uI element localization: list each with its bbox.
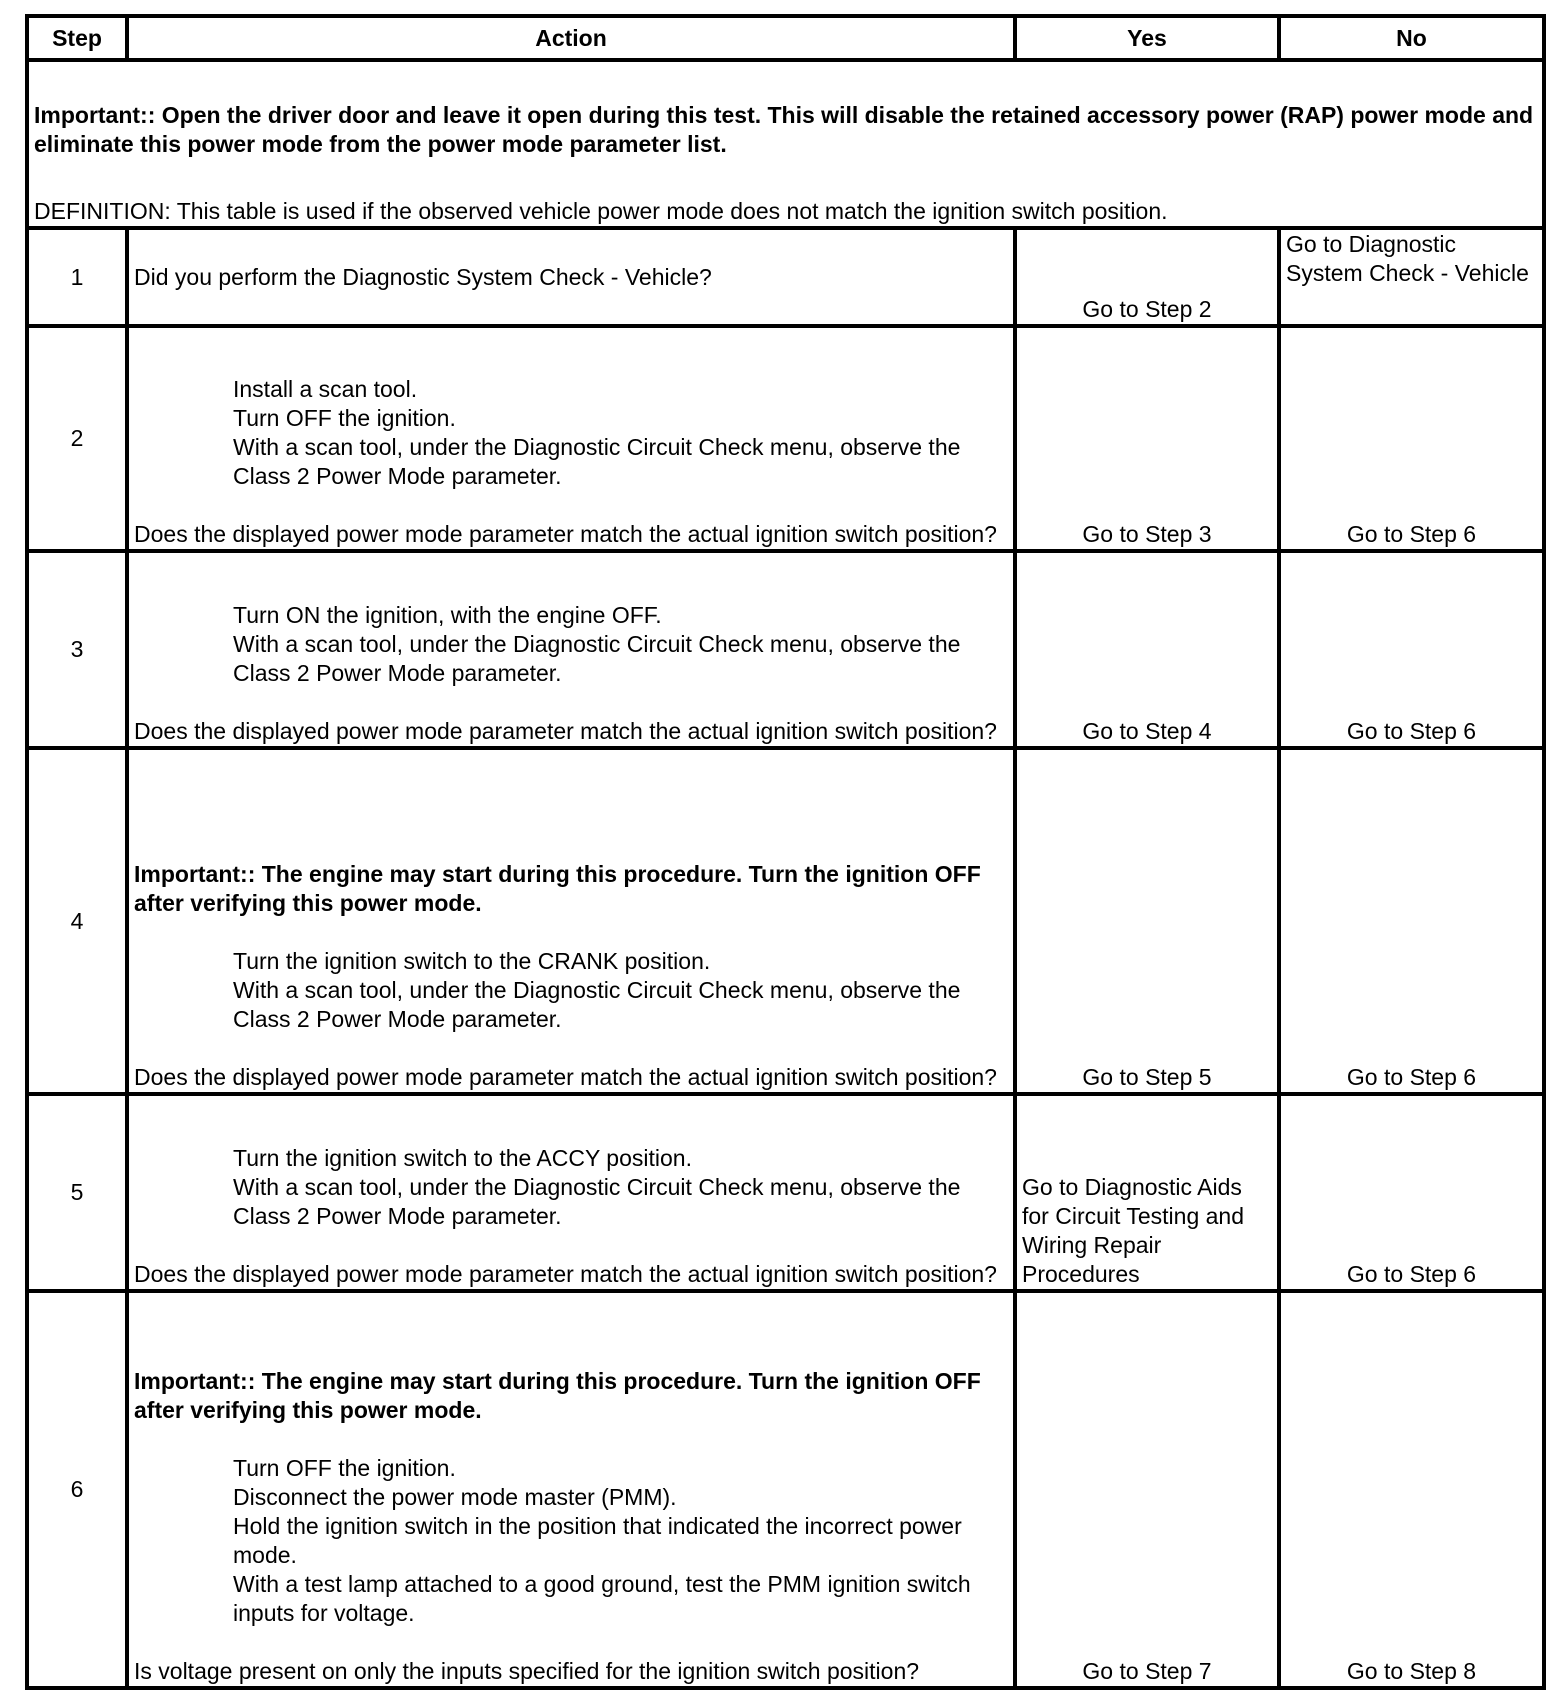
action-question: Did you perform the Diagnostic System Check - Vehicle? — [134, 263, 712, 290]
step-number: 4 — [27, 748, 127, 1094]
table-row — [27, 748, 1544, 1094]
step-number: 6 — [27, 1291, 127, 1688]
header-step: Step — [27, 16, 127, 60]
header-yes: Yes — [1015, 16, 1279, 60]
action-item: Turn OFF the ignition. — [233, 405, 456, 431]
action-item: With a scan tool, under the Diagnostic Circuit Check menu, observe the Class 2 Power Mode parameter. — [233, 1174, 961, 1229]
header-action: Action — [127, 16, 1015, 60]
no-result: Go to Diagnostic System Check - Vehicle — [1279, 228, 1544, 326]
yes-result: Go to Step 5 — [1015, 748, 1279, 1094]
action-item: Turn the ignition switch to the CRANK position. — [233, 948, 711, 974]
no-result: Go to Step 6 — [1279, 326, 1544, 551]
action-item: Install a scan tool. — [233, 376, 418, 402]
intro-important-note: Important:: Open the driver door and leave it open during this test. This will disable the retained accessory power (RAP) power mode and eliminate this power mode from the power mode parameter list. — [34, 102, 1534, 157]
yes-result: Go to Diagnostic Aids for Circuit Testing and Wiring Repair Procedures — [1015, 1094, 1279, 1291]
yes-result: Go to Step 4 — [1015, 551, 1279, 748]
table-row — [27, 1094, 1544, 1291]
table-row — [27, 326, 1544, 551]
action-item: Disconnect the power mode master (PMM). — [233, 1484, 677, 1510]
step-number: 2 — [27, 326, 127, 551]
no-result: Go to Step 6 — [1279, 551, 1544, 748]
action-item: With a scan tool, under the Diagnostic Circuit Check menu, observe the Class 2 Power Mode parameter. — [233, 631, 961, 686]
action-question: Does the displayed power mode parameter match the actual ignition switch position? — [134, 1064, 997, 1090]
intro-cell — [27, 60, 1544, 228]
step-important-note: Important:: The engine may start during this procedure. Turn the ignition OFF after verifying this power mode. — [134, 1368, 981, 1423]
diagnostic-table — [25, 14, 1546, 1690]
action-item: Turn the ignition switch to the ACCY position. — [233, 1145, 692, 1171]
header-no: No — [1279, 16, 1544, 60]
action-item: With a scan tool, under the Diagnostic Circuit Check menu, observe the Class 2 Power Mode parameter. — [233, 434, 961, 489]
action-item: Turn OFF the ignition. — [233, 1455, 456, 1481]
action-cell — [127, 551, 1015, 748]
header-row — [27, 16, 1544, 60]
yes-result: Go to Step 7 — [1015, 1291, 1279, 1688]
action-cell — [127, 748, 1015, 1094]
action-item: Turn ON the ignition, with the engine OFF. — [233, 602, 662, 628]
table-row — [27, 228, 1544, 326]
action-item: With a test lamp attached to a good ground, test the PMM ignition switch inputs for voltage. — [233, 1571, 971, 1626]
intro-definition: DEFINITION: This table is used if the observed vehicle power mode does not match the ignition switch position. — [34, 198, 1168, 224]
table-row — [27, 1291, 1544, 1688]
step-number: 1 — [27, 228, 127, 326]
yes-result: Go to Step 2 — [1015, 228, 1279, 326]
action-item: Hold the ignition switch in the position that indicated the incorrect power mode. — [233, 1513, 962, 1568]
no-result: Go to Step 6 — [1279, 1094, 1544, 1291]
action-item: With a scan tool, under the Diagnostic Circuit Check menu, observe the Class 2 Power Mode parameter. — [233, 977, 961, 1032]
action-cell — [127, 326, 1015, 551]
action-question: Does the displayed power mode parameter match the actual ignition switch position? — [134, 521, 997, 547]
action-question: Does the displayed power mode parameter match the actual ignition switch position? — [134, 1261, 997, 1287]
intro-row — [27, 60, 1544, 228]
no-result: Go to Step 6 — [1279, 748, 1544, 1094]
step-important-note: Important:: The engine may start during this procedure. Turn the ignition OFF after verifying this power mode. — [134, 861, 981, 916]
action-question: Does the displayed power mode parameter match the actual ignition switch position? — [134, 718, 997, 744]
table-row — [27, 551, 1544, 748]
action-cell — [127, 228, 1015, 326]
step-number: 3 — [27, 551, 127, 748]
step-number: 5 — [27, 1094, 127, 1291]
action-cell — [127, 1291, 1015, 1688]
no-result: Go to Step 8 — [1279, 1291, 1544, 1688]
action-cell — [127, 1094, 1015, 1291]
yes-result: Go to Step 3 — [1015, 326, 1279, 551]
action-question: Is voltage present on only the inputs specified for the ignition switch position? — [134, 1658, 920, 1684]
